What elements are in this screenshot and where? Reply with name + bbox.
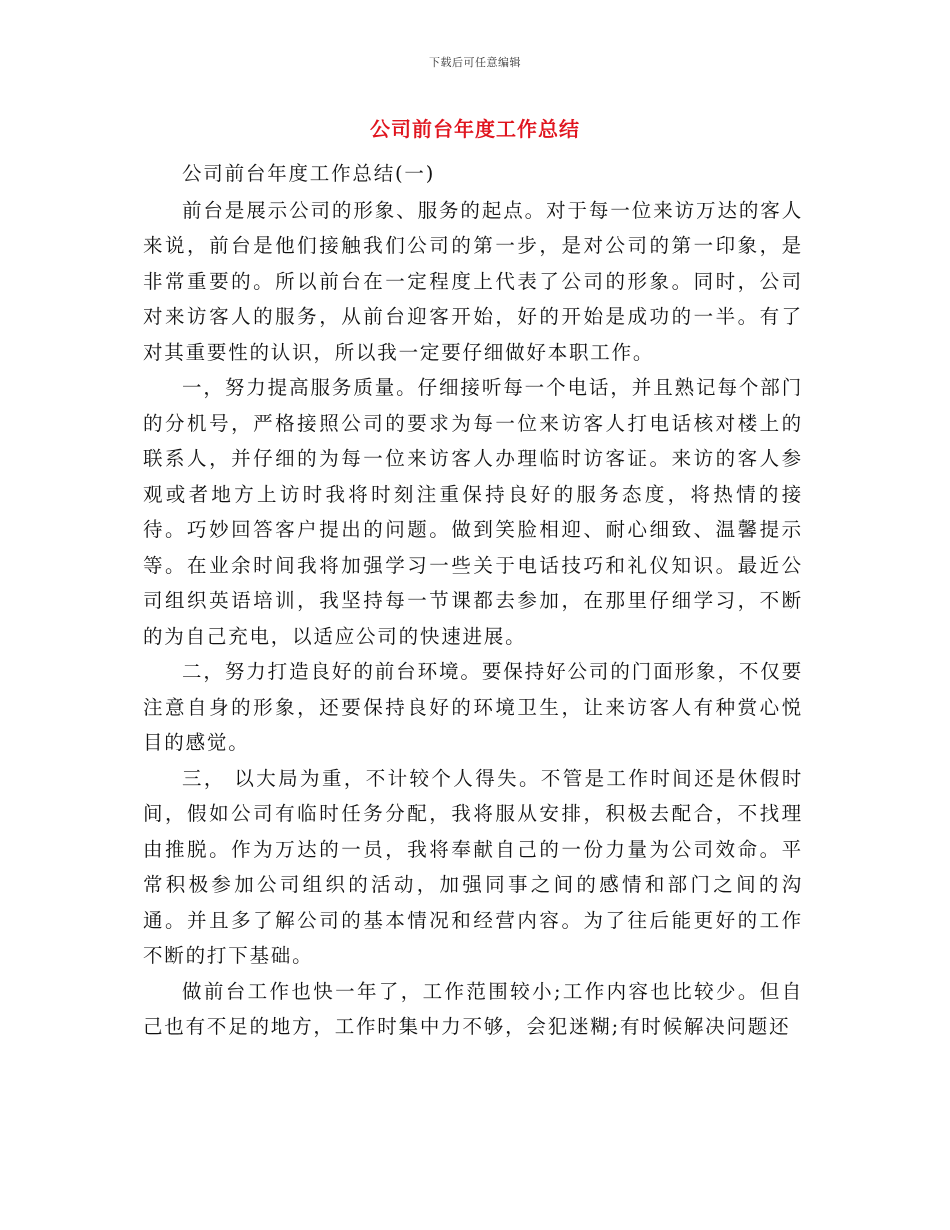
paragraph-point-3: 三， 以大局为重，不计较个人得失。不管是工作时间还是休假时间，假如公司有临时任务分配，我将服从安排，积极去配合，不找理由推脱。作为万达的一员，我将奉献自己的一份力量为公司效命。平常积极参加公司组织的活动，加强同事之间的感情和部门之间的沟通。并且多了解公司的基本情况和经营内容。为了往后能更好的工作不断的打下基础。 <box>143 766 803 967</box>
paragraph-reflection: 做前台工作也快一年了，工作范围较小;工作内容也比较少。但自己也有不足的地方，工作时集中力不够，会犯迷糊;有时候解决问题还 <box>143 979 803 1038</box>
section-subtitle: 公司前台年度工作总结(一) <box>182 162 436 185</box>
header-note: 下载后可任意编辑 <box>429 56 521 69</box>
document-title: 公司前台年度工作总结 <box>370 117 580 141</box>
paragraph-intro: 前台是展示公司的形象、服务的起点。对于每一位来访万达的客人来说，前台是他们接触我们公司的第一步，是对公司的第一印象，是非常重要的。所以前台在一定程度上代表了公司的形象。同时，公司对来访客人的服务，从前台迎客开始，好的开始是成功的一半。有了对其重要性的认识，所以我一定要仔细做好本职工作。 <box>143 198 803 364</box>
paragraph-point-2: 二，努力打造良好的前台环境。要保持好公司的门面形象，不仅要注意自身的形象，还要保持良好的环境卫生，让来访客人有种赏心悦目的感觉。 <box>143 660 803 754</box>
paragraph-point-1: 一，努力提高服务质量。仔细接听每一个电话，并且熟记每个部门的分机号，严格接照公司的要求为每一位来访客人打电话核对楼上的联系人，并仔细的为每一位来访客人办理临时访客证。来访的客人参观或者地方上访时我将时刻注重保持良好的服务态度，将热情的接待。巧妙回答客户提出的问题。做到笑脸相迎、耐心细致、温馨提示等。在业余时间我将加强学习一些关于电话技巧和礼仪知识。最近公司组织英语培训，我坚持每一节课都去参加，在那里仔细学习，不断的为自己充电，以适应公司的快速进展。 <box>143 376 803 648</box>
document-body <box>143 156 803 1045</box>
